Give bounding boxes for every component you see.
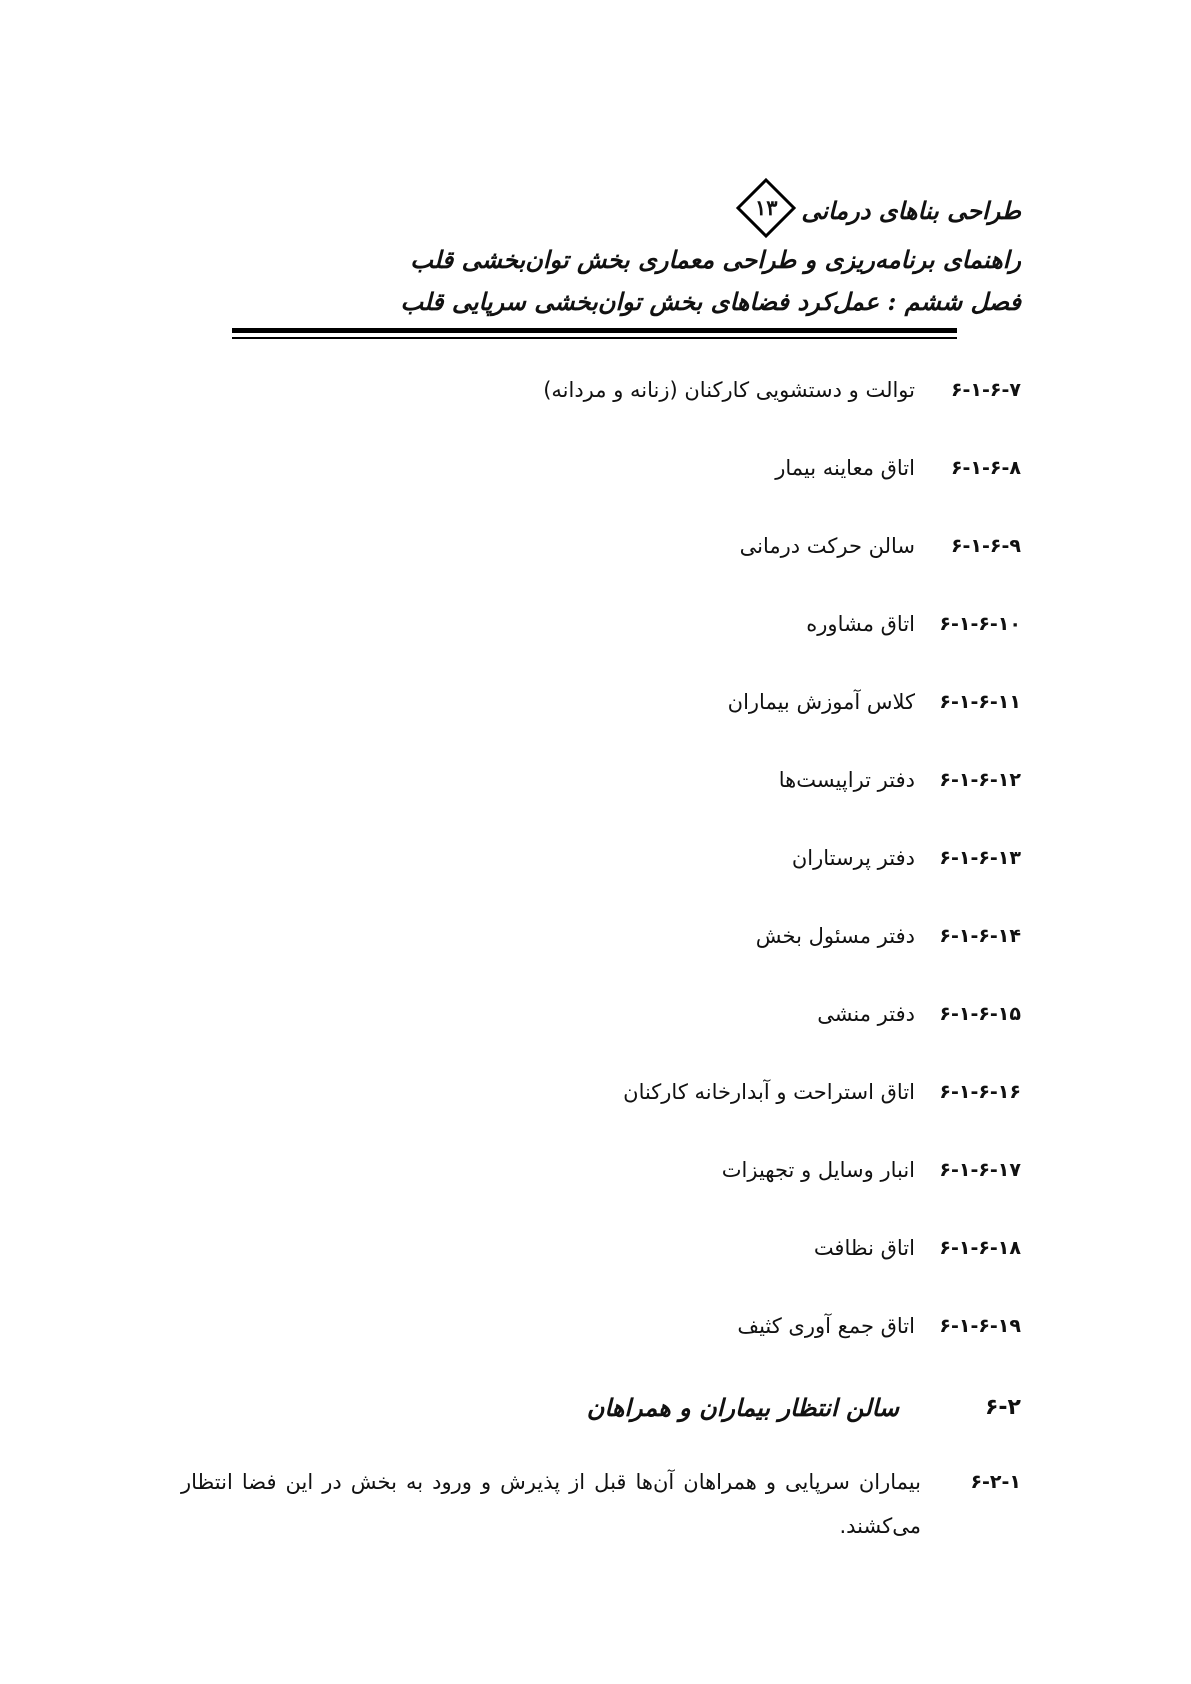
divider-thick	[232, 328, 957, 333]
item-number: ۶-۱-۶-۱۱	[939, 691, 1021, 713]
item-text: دفتر منشی	[817, 1002, 915, 1026]
series-title: طراحی بناهای درمانی	[801, 196, 1021, 225]
section-title: سالن انتظار بیماران و همراهان	[586, 1392, 899, 1422]
item-text: دفتر پرستاران	[791, 846, 915, 870]
item-number: ۶-۱-۶-۱۷	[939, 1159, 1021, 1181]
list-item	[792, 838, 1021, 878]
paragraph-text: بیماران سرپایی و همراهان آن‌ها قبل از پذیرش و ورود به بخش در این فضا انتظار می‌کشند.	[181, 1470, 921, 1538]
item-number: ۶-۱-۶-۱۸	[939, 1237, 1021, 1259]
item-number: ۶-۱-۶-۱۳	[939, 847, 1021, 869]
list-item	[779, 760, 1021, 800]
list-item	[728, 682, 1021, 722]
page-header	[400, 183, 1021, 323]
divider-thin	[232, 337, 957, 339]
list-item	[756, 916, 1021, 956]
item-number: ۶-۱-۶-۱۰	[939, 613, 1021, 635]
paragraph-number: ۶-۲-۱	[970, 1471, 1021, 1493]
chapter-title: فصل ششم : عمل‌کرد فضاهای بخش توان‌بخشی سرپایی قلب	[400, 287, 1021, 316]
book-title: راهنمای برنامه‌ریزی و طراحی معماری بخش توان‌بخشی قلب	[410, 245, 1021, 274]
item-text: دفتر مسئول بخش	[755, 924, 915, 948]
item-number: ۶-۱-۶-۷	[950, 379, 1021, 401]
item-number: ۶-۱-۶-۱۹	[939, 1315, 1021, 1337]
section-number: ۶-۲	[985, 1394, 1021, 1420]
item-text: انبار وسایل و تجهیزات	[721, 1158, 915, 1182]
list-item	[740, 526, 1021, 566]
item-text: دفتر تراپیست‌ها	[778, 768, 915, 792]
list-item	[737, 1306, 1021, 1346]
list-item	[623, 1072, 1021, 1112]
item-number: ۶-۱-۶-۱۴	[939, 925, 1021, 947]
list-item	[817, 994, 1021, 1034]
header-divider	[232, 328, 957, 339]
item-number: ۶-۱-۶-۱۵	[939, 1003, 1021, 1025]
item-text: اتاق استراحت و آبدارخانه کارکنان	[623, 1080, 915, 1104]
series-number-badge	[735, 177, 797, 239]
section-heading	[587, 1385, 1021, 1429]
series-line	[421, 183, 1021, 239]
item-text: اتاق جمع آوری کثیف	[737, 1314, 915, 1338]
paragraph	[181, 1460, 1021, 1548]
item-number: ۶-۱-۶-۱۶	[939, 1081, 1021, 1103]
list-item	[806, 604, 1021, 644]
item-text: توالت و دستشویی کارکنان (زنانه و مردانه)	[543, 378, 915, 402]
list-item	[543, 370, 1021, 410]
item-number: ۶-۱-۶-۹	[950, 535, 1021, 557]
item-text: اتاق مشاوره	[806, 612, 915, 636]
item-text: اتاق نظافت	[813, 1236, 915, 1260]
item-number: ۶-۱-۶-۱۲	[939, 769, 1021, 791]
list-item	[722, 1150, 1021, 1190]
list-item	[775, 448, 1021, 488]
list-item	[814, 1228, 1021, 1268]
item-text: کلاس آموزش بیماران	[727, 690, 915, 714]
item-number: ۶-۱-۶-۸	[950, 457, 1021, 479]
item-text: سالن حرکت درمانی	[739, 534, 915, 558]
series-number: ۱۳	[755, 195, 778, 220]
item-text: اتاق معاینه بیمار	[775, 456, 915, 480]
